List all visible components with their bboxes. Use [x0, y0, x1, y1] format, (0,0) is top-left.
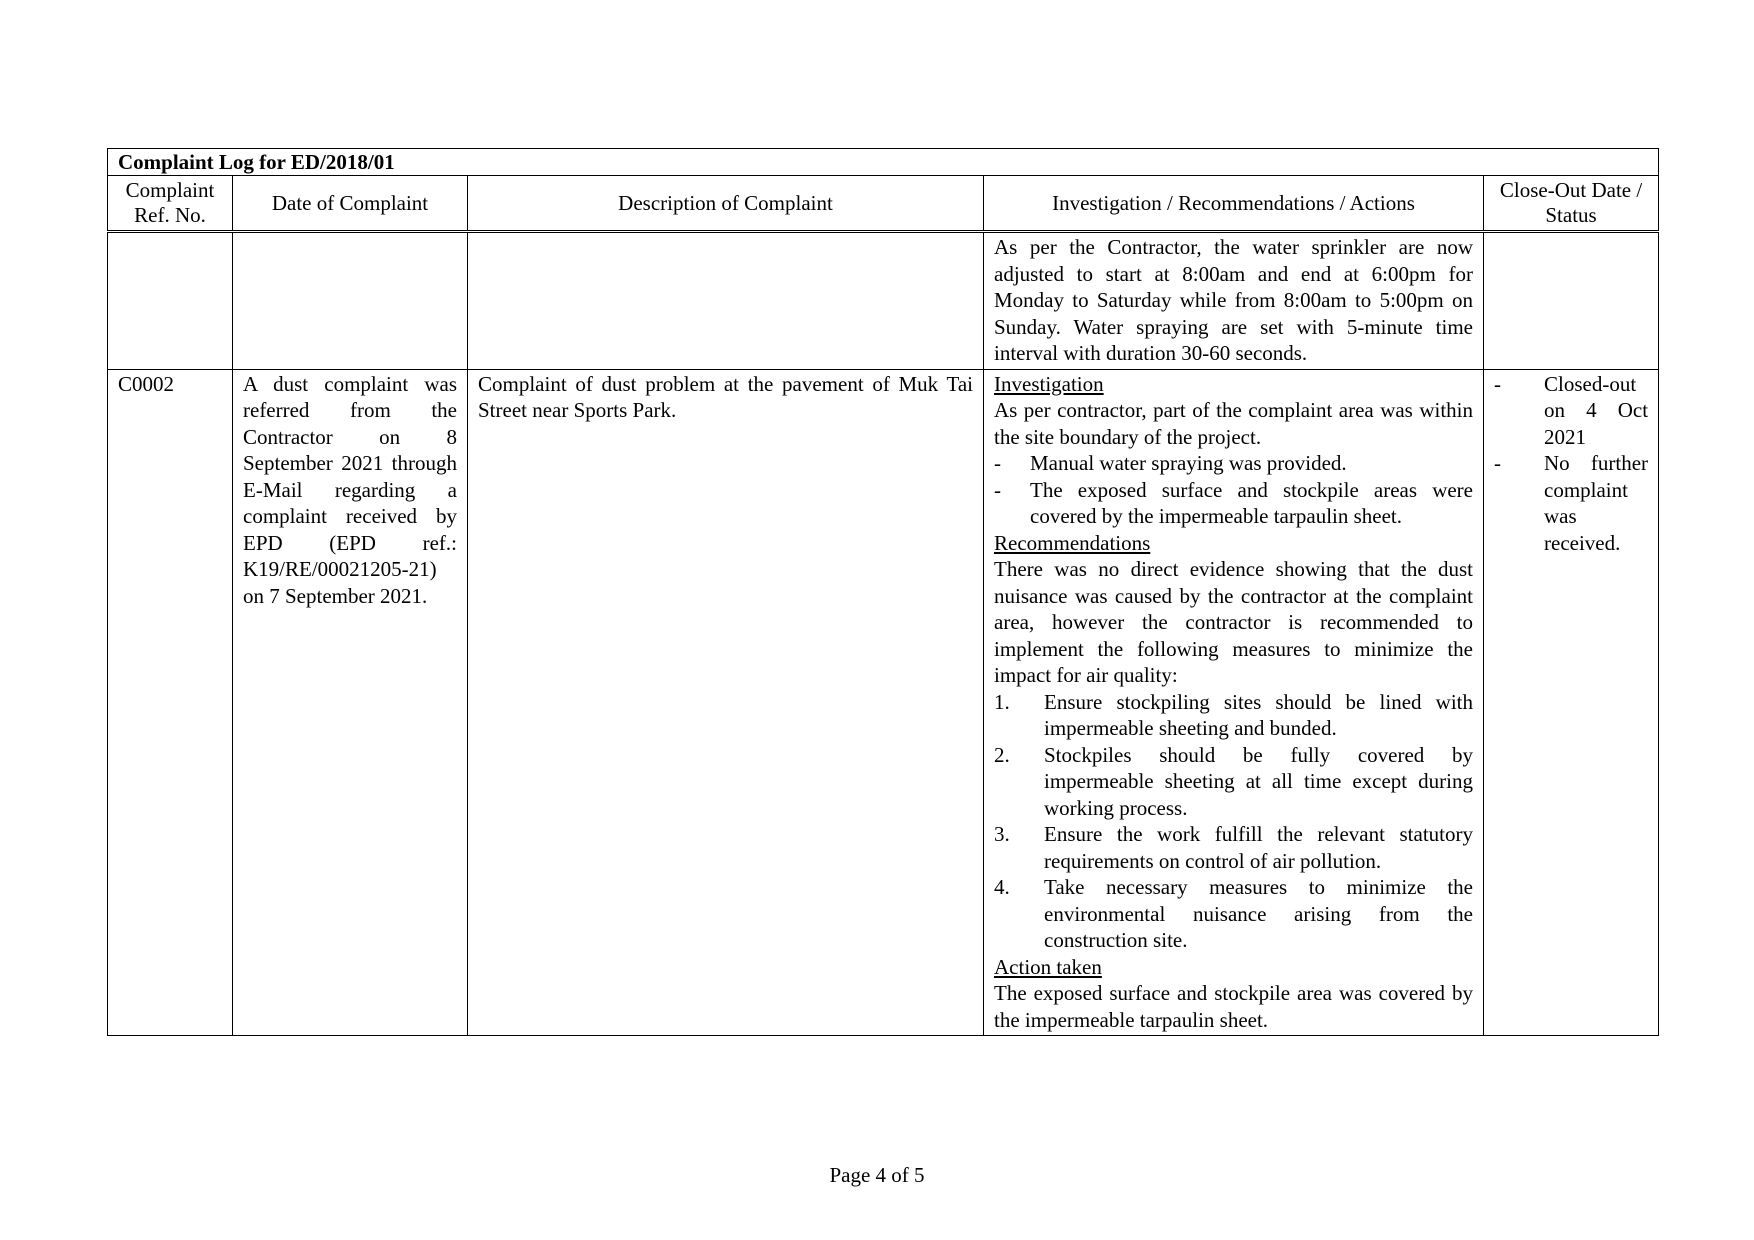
page-number: Page 4 of 5 — [829, 1163, 925, 1187]
list-marker: 1. — [994, 689, 1010, 714]
cell-investigation — [984, 369, 1484, 1036]
list-marker: - — [994, 451, 1001, 475]
table-row-c0002 — [108, 369, 1659, 1036]
list-item-text: Stockpiles should be fully covered by impermeable sheeting at all time except during working process. — [1044, 742, 1473, 820]
cell-status — [1484, 232, 1659, 370]
recommendations-heading: Recommendations — [994, 530, 1151, 555]
action-heading: Action taken — [994, 954, 1102, 979]
list-marker: - — [994, 477, 1001, 502]
list-item-text: Take necessary measures to minimize the environmental nuisance arising from the construction site. — [1044, 875, 1473, 952]
cell-ref-no: C0002 — [108, 369, 233, 1036]
action-text: The exposed surface and stockpile area was covered by the impermeable tarpaulin sheet. — [994, 981, 1473, 1032]
status-item — [1494, 371, 1648, 451]
list-item — [994, 821, 1473, 874]
header-ref-no: Complaint Ref. No. — [108, 176, 233, 232]
header-date: Date of Complaint — [233, 176, 468, 232]
complaint-log-table — [107, 148, 1659, 1036]
recommendations-text: There was no direct evidence showing that the dust nuisance was caused by the contractor at the complaint area, however the contractor is recommended to implement the following measures to minimize the impact for air quality: — [994, 557, 1473, 687]
cell-status — [1484, 369, 1659, 1036]
list-item-text: Manual water spraying was provided. — [1030, 451, 1347, 475]
table-header-row — [108, 176, 1659, 232]
status-item-text: No further complaint was received. — [1544, 451, 1649, 555]
list-marker: - — [1494, 451, 1501, 475]
cell-description — [468, 232, 984, 370]
header-status: Close-Out Date / Status — [1484, 176, 1659, 232]
header-investigation: Investigation / Recommendations / Actions — [984, 176, 1484, 232]
list-item — [994, 689, 1473, 742]
list-item-text: Ensure stockpiling sites should be lined with impermeable sheeting and bunded. — [1044, 689, 1473, 740]
list-marker: 2. — [994, 742, 1010, 767]
header-description: Description of Complaint — [468, 176, 984, 232]
cell-ref-no — [108, 232, 233, 370]
status-item — [1494, 450, 1648, 556]
list-marker: 3. — [994, 822, 1010, 846]
cell-date: A dust complaint was referred from the Contractor on 8 September 2021 through E-Mail regarding a complaint received by EPD (EPD ref.: K19/RE/00021205-21) on 7 September 2021. — [233, 369, 468, 1036]
table-title: Complaint Log for ED/2018/01 — [108, 149, 1659, 176]
list-item — [994, 477, 1473, 530]
table-row-continuation — [108, 232, 1659, 370]
investigation-text: As per contractor, part of the complaint area was within the site boundary of the project. — [994, 398, 1473, 449]
list-item — [994, 874, 1473, 954]
table-title-row — [108, 149, 1659, 176]
status-item-text: Closed-out on 4 Oct 2021 — [1544, 371, 1649, 449]
list-marker: - — [1494, 371, 1501, 396]
list-item — [994, 450, 1473, 477]
cell-date — [233, 232, 468, 370]
list-item-text: Ensure the work fulfill the relevant statutory requirements on control of air pollution. — [1044, 822, 1473, 873]
cell-description: Complaint of dust problem at the pavement of Muk Tai Street near Sports Park. — [468, 369, 984, 1036]
list-marker: 4. — [994, 875, 1010, 899]
cell-investigation: As per the Contractor, the water sprinkler are now adjusted to start at 8:00am and end at 6:00pm for Monday to Saturday while from 8:00am to 5:00pm on Sunday. Water spraying are set with 5-minute time interval with duration 30-60 seconds. — [984, 232, 1484, 370]
list-item-text: The exposed surface and stockpile areas were covered by the impermeable tarpaulin sheet. — [1030, 477, 1473, 528]
investigation-heading: Investigation — [994, 371, 1104, 396]
list-item — [994, 742, 1473, 822]
